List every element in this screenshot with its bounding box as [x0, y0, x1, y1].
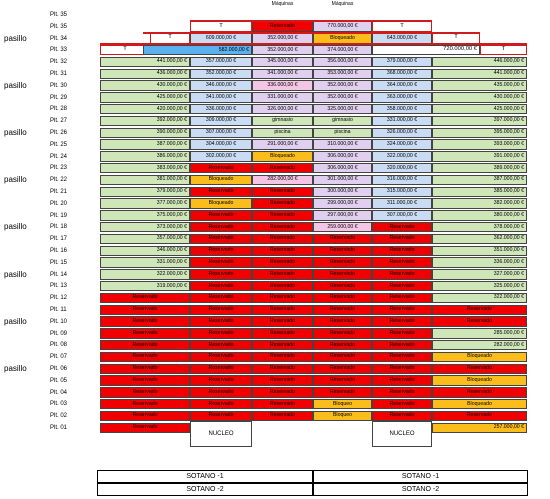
- unit-cell[interactable]: Reservado: [252, 411, 313, 422]
- unit-cell[interactable]: 346.000,00 €: [190, 80, 252, 91]
- unit-cell[interactable]: 319.000,00 €: [100, 281, 190, 292]
- unit-cell[interactable]: Reservado: [313, 246, 372, 257]
- unit-cell[interactable]: 353.000,00 €: [313, 69, 372, 80]
- unit-cell[interactable]: 441.000,00 €: [100, 57, 190, 68]
- unit-cell[interactable]: 307.000,00 €: [372, 210, 432, 221]
- unit-cell[interactable]: 435.000,00 €: [432, 80, 527, 91]
- unit-cell[interactable]: Reservado: [190, 210, 252, 221]
- unit-cell[interactable]: Reservado: [313, 328, 372, 339]
- unit-cell[interactable]: Reservado: [372, 352, 432, 363]
- floor-label: Plt. 14: [50, 271, 68, 278]
- unit-cell[interactable]: Reservado: [252, 293, 313, 304]
- unit-cell[interactable]: T: [100, 45, 150, 56]
- unit-cell[interactable]: Reservado: [252, 328, 313, 339]
- machines-header: Máquinas: [271, 1, 294, 7]
- sotano-cell: SOTANO -1: [313, 470, 528, 483]
- unit-cell[interactable]: piscina: [313, 128, 372, 139]
- floor-label: Plt. 20: [50, 200, 68, 207]
- floor-label: Plt. 31: [50, 71, 68, 77]
- unit-cell[interactable]: Reservado: [100, 293, 190, 304]
- unit-cell[interactable]: Reservado: [190, 387, 252, 398]
- unit-cell[interactable]: Reservado: [190, 246, 252, 257]
- unit-cell[interactable]: Reservado: [100, 352, 190, 363]
- unit-cell[interactable]: Reservado: [313, 352, 372, 363]
- unit-cell[interactable]: Reservado: [190, 222, 252, 233]
- unit-cell[interactable]: Reservado: [432, 305, 527, 316]
- unit-cell[interactable]: Bloqueado: [252, 151, 313, 162]
- unit-cell[interactable]: Reservado: [190, 411, 252, 422]
- pasillo-label: pasillo: [4, 364, 27, 373]
- unit-cell[interactable]: Reservado: [190, 316, 252, 327]
- floor-label: Plt. 27: [50, 118, 68, 125]
- unit-cell[interactable]: Reservado: [252, 387, 313, 398]
- floor-label: Plt. 35: [50, 12, 68, 18]
- unit-cell[interactable]: Bloqueo: [313, 399, 372, 410]
- unit-cell[interactable]: 325.000,00 €: [313, 104, 372, 115]
- unit-cell[interactable]: 309.000,00 €: [190, 116, 252, 127]
- unit-cell[interactable]: Reservado: [372, 328, 432, 339]
- unit-cell[interactable]: Reservado: [372, 269, 432, 280]
- unit-cell[interactable]: Reservado: [372, 399, 432, 410]
- unit-cell[interactable]: Reservado: [313, 281, 372, 292]
- unit-cell[interactable]: Reservado: [372, 305, 432, 316]
- pasillo-label: pasillo: [4, 222, 27, 232]
- unit-cell[interactable]: Reservado: [313, 257, 372, 268]
- unit-cell[interactable]: 291.000,00 €: [252, 139, 313, 150]
- unit-cell[interactable]: Bloqueado: [432, 375, 527, 386]
- pasillo-label: pasillo: [4, 316, 27, 326]
- sotano-cell: SOTANO -1: [97, 470, 313, 483]
- unit-cell[interactable]: Reservado: [313, 316, 372, 327]
- unit-cell[interactable]: 770.000,00 €: [313, 21, 372, 32]
- unit-cell[interactable]: 397.000,00 €: [432, 116, 527, 127]
- unit-cell[interactable]: 351.000,00 €: [432, 246, 527, 257]
- unit-cell[interactable]: Reservado: [190, 305, 252, 316]
- floor-label: Plt. 34: [50, 35, 68, 42]
- unit-cell[interactable]: gimnasio: [252, 116, 313, 127]
- unit-cell[interactable]: 326.000,00 €: [372, 128, 432, 139]
- sotano-cell: SOTANO -2: [97, 483, 313, 496]
- unit-cell[interactable]: 643.000,00 €: [372, 33, 432, 44]
- unit-cell[interactable]: T: [150, 33, 190, 44]
- unit-cell[interactable]: Reservado: [190, 269, 252, 280]
- unit-cell[interactable]: Reservado: [432, 316, 527, 327]
- unit-cell[interactable]: 297.000,00 €: [313, 210, 372, 221]
- unit-cell[interactable]: 379.000,00 €: [372, 57, 432, 68]
- floor-label: Plt. 02: [50, 413, 68, 420]
- unit-cell[interactable]: 322.000,00 €: [432, 293, 527, 304]
- unit-cell[interactable]: Reservado: [372, 387, 432, 398]
- unit-cell[interactable]: Reservado: [252, 163, 313, 174]
- unit-cell[interactable]: 383.000,00 €: [100, 163, 190, 174]
- unit-cell[interactable]: Reservado: [313, 364, 372, 375]
- roof-line: [143, 32, 480, 34]
- unit-cell[interactable]: Bloqueado: [190, 198, 252, 209]
- pasillo-label: pasillo: [4, 33, 27, 43]
- floor-label: Plt. 33: [50, 47, 68, 54]
- floor-label: Plt. 22: [50, 177, 68, 184]
- unit-cell[interactable]: 368.000,00 €: [372, 69, 432, 80]
- floor-label: Plt. 01: [50, 425, 68, 431]
- unit-cell[interactable]: Reservado: [252, 21, 313, 32]
- unit-cell[interactable]: 320.000,00 €: [372, 163, 432, 174]
- unit-cell[interactable]: 380.000,00 €: [432, 210, 527, 221]
- unit-cell[interactable]: Reservado: [432, 387, 527, 398]
- unit-cell[interactable]: Reservado: [190, 187, 252, 198]
- unit-cell[interactable]: Bloqueado: [432, 399, 527, 410]
- unit-cell[interactable]: Reservado: [252, 340, 313, 351]
- unit-cell[interactable]: 375.000,00 €: [100, 210, 190, 221]
- unit-cell[interactable]: 316.000,00 €: [372, 175, 432, 186]
- unit-cell[interactable]: T: [480, 45, 527, 56]
- unit-cell[interactable]: 331.000,00 €: [252, 92, 313, 103]
- unit-cell[interactable]: 341.000,00 €: [252, 69, 313, 80]
- unit-cell[interactable]: 301.000,00 €: [313, 175, 372, 186]
- unit-cell[interactable]: 346.000,00 €: [100, 246, 190, 257]
- unit-cell[interactable]: Reservado: [372, 411, 432, 422]
- unit-cell[interactable]: Reservado: [190, 364, 252, 375]
- unit-cell[interactable]: 299.000,00 €: [313, 198, 372, 209]
- unit-cell[interactable]: Reservado: [252, 305, 313, 316]
- unit-cell[interactable]: 282.000,00 €: [252, 175, 313, 186]
- unit-cell[interactable]: Reservado: [252, 246, 313, 257]
- unit-cell[interactable]: 315.000,00 €: [372, 187, 432, 198]
- unit-cell[interactable]: Reservado: [252, 187, 313, 198]
- unit-cell[interactable]: Reservado: [372, 222, 432, 233]
- unit-cell[interactable]: Reservado: [252, 316, 313, 327]
- unit-cell[interactable]: 720.000,00 €: [372, 45, 480, 56]
- unit-cell[interactable]: 336.000,00 €: [432, 257, 527, 268]
- floor-label: Plt. 16: [50, 248, 68, 254]
- floor-label: Plt. 24: [50, 153, 68, 160]
- unit-cell[interactable]: 389.000,00 €: [432, 163, 527, 174]
- unit-cell[interactable]: Reservado: [100, 340, 190, 351]
- unit-cell[interactable]: Reservado: [252, 210, 313, 221]
- unit-cell[interactable]: Reservado: [100, 305, 190, 316]
- floor-label: Plt. 17: [50, 236, 68, 243]
- unit-cell[interactable]: Reservado: [372, 375, 432, 386]
- unit-cell[interactable]: T: [372, 21, 432, 32]
- unit-cell[interactable]: 322.000,00 €: [100, 269, 190, 280]
- unit-cell[interactable]: 387.000,00 €: [100, 139, 190, 150]
- unit-cell[interactable]: 259.000,00 €: [313, 222, 372, 233]
- unit-cell[interactable]: Bloqueo: [313, 411, 372, 422]
- unit-cell[interactable]: 302.000,00 €: [190, 151, 252, 162]
- unit-cell[interactable]: Reservado: [100, 387, 190, 398]
- unit-cell[interactable]: 385.000,00 €: [432, 187, 527, 198]
- unit-cell[interactable]: Reservado: [190, 234, 252, 245]
- unit-cell[interactable]: 377.000,00 €: [100, 198, 190, 209]
- unit-cell[interactable]: 386.000,00 €: [100, 151, 190, 162]
- floor-label: Plt. 11: [50, 307, 67, 313]
- unit-cell[interactable]: 306.000,00 €: [313, 151, 372, 162]
- unit-cell[interactable]: 391.000,00 €: [432, 151, 527, 162]
- unit-cell[interactable]: 446.000,00 €: [432, 57, 527, 68]
- unit-cell[interactable]: Reservado: [432, 411, 527, 422]
- floor-label: Plt. 07: [50, 354, 68, 361]
- unit-cell[interactable]: Reservado: [190, 352, 252, 363]
- unit-cell[interactable]: Reservado: [252, 198, 313, 209]
- unit-cell[interactable]: 341.000,00 €: [190, 92, 252, 103]
- unit-cell[interactable]: Reservado: [252, 364, 313, 375]
- unit-cell[interactable]: Reservado: [313, 305, 372, 316]
- unit-cell[interactable]: 392.000,00 €: [100, 116, 190, 127]
- floor-label: Plt. 18: [50, 224, 68, 231]
- unit-cell[interactable]: Reservado: [252, 375, 313, 386]
- unit-cell[interactable]: 331.000,00 €: [100, 257, 190, 268]
- unit-cell[interactable]: 582.000,00 €: [143, 45, 252, 56]
- unit-cell[interactable]: Reservado: [372, 364, 432, 375]
- unit-cell[interactable]: 324.000,00 €: [372, 139, 432, 150]
- unit-cell[interactable]: 357.000,00 €: [100, 234, 190, 245]
- unit-cell[interactable]: 373.000,00 €: [100, 222, 190, 233]
- unit-cell[interactable]: 387.000,00 €: [432, 175, 527, 186]
- floor-label: Plt. 10: [50, 318, 68, 325]
- unit-cell[interactable]: Bloqueado: [313, 33, 372, 44]
- unit-cell[interactable]: 357.000,00 €: [190, 57, 252, 68]
- unit-cell[interactable]: 307.000,00 €: [190, 128, 252, 139]
- unit-cell[interactable]: Reservado: [313, 269, 372, 280]
- unit-cell[interactable]: 336.000,00 €: [190, 104, 252, 115]
- unit-cell[interactable]: Reservado: [100, 316, 190, 327]
- unit-cell[interactable]: 609.000,00 €: [190, 33, 252, 44]
- unit-cell[interactable]: Reservado: [100, 375, 190, 386]
- unit-cell[interactable]: 430.000,00 €: [432, 92, 527, 103]
- pasillo-label: pasillo: [4, 128, 27, 137]
- unit-cell[interactable]: T: [190, 21, 252, 32]
- unit-cell[interactable]: Bloqueado: [432, 352, 527, 363]
- unit-cell[interactable]: Reservado: [252, 269, 313, 280]
- unit-cell[interactable]: Reservado: [313, 293, 372, 304]
- unit-cell[interactable]: 390.000,00 €: [100, 128, 190, 139]
- unit-cell[interactable]: 363.000,00 €: [372, 92, 432, 103]
- unit-cell[interactable]: 382.000,00 €: [432, 198, 527, 209]
- floor-label: Plt. 05: [50, 377, 68, 384]
- unit-cell[interactable]: Reservado: [372, 316, 432, 327]
- roof-line: [190, 20, 432, 22]
- unit-cell[interactable]: 285.000,00 €: [432, 328, 527, 339]
- floor-label: Plt. 13: [50, 283, 68, 290]
- unit-cell[interactable]: Reservado: [100, 411, 190, 422]
- floor-label: Plt. 29: [50, 94, 68, 101]
- unit-cell[interactable]: 378.000,00 €: [432, 222, 527, 233]
- floor-label: Plt. 30: [50, 82, 68, 89]
- unit-cell[interactable]: gimnasio: [313, 116, 372, 127]
- unit-cell[interactable]: Reservado: [432, 364, 527, 375]
- unit-cell[interactable]: 425.000,00 €: [432, 104, 527, 115]
- unit-cell[interactable]: 352.000,00 €: [252, 33, 313, 44]
- nucleo-cell: NUCLEO: [190, 421, 252, 447]
- unit-cell[interactable]: 352.000,00 €: [190, 69, 252, 80]
- floor-label: Plt. 26: [50, 130, 68, 136]
- unit-cell[interactable]: piscina: [252, 128, 313, 139]
- unit-cell[interactable]: Reservado: [313, 234, 372, 245]
- nucleo-cell: NUCLEO: [372, 421, 432, 447]
- unit-cell[interactable]: Reservado: [190, 257, 252, 268]
- unit-cell[interactable]: T: [432, 33, 480, 44]
- unit-cell[interactable]: Reservado: [252, 352, 313, 363]
- unit-cell[interactable]: Reservado: [100, 423, 190, 434]
- unit-cell[interactable]: Reservado: [313, 375, 372, 386]
- unit-cell[interactable]: 430.000,00 €: [100, 80, 190, 91]
- unit-cell[interactable]: Reservado: [100, 399, 190, 410]
- floor-label: Plt. 12: [50, 295, 68, 302]
- unit-cell[interactable]: 352.000,00 €: [313, 92, 372, 103]
- unit-cell[interactable]: 304.000,00 €: [190, 139, 252, 150]
- unit-cell[interactable]: 358.000,00 €: [372, 104, 432, 115]
- unit-cell[interactable]: Reservado: [190, 375, 252, 386]
- unit-cell[interactable]: 374.000,00 €: [313, 45, 372, 56]
- unit-cell[interactable]: 345.000,00 €: [252, 57, 313, 68]
- unit-cell[interactable]: 441.000,00 €: [432, 69, 527, 80]
- unit-cell[interactable]: 381.000,00 €: [100, 175, 190, 186]
- floor-label: Plt. 28: [50, 106, 68, 113]
- unit-cell[interactable]: 327.000,00 €: [432, 269, 527, 280]
- unit-cell[interactable]: Reservado: [190, 340, 252, 351]
- unit-cell[interactable]: 362.000,00 €: [432, 234, 527, 245]
- unit-cell[interactable]: Reservado: [190, 293, 252, 304]
- unit-cell[interactable]: 326.000,00 €: [252, 104, 313, 115]
- unit-cell[interactable]: Reservado: [372, 234, 432, 245]
- unit-cell[interactable]: 282.000,00 €: [432, 340, 527, 351]
- unit-cell[interactable]: 306.000,00 €: [313, 163, 372, 174]
- unit-cell[interactable]: Reservado: [100, 328, 190, 339]
- unit-cell[interactable]: 322.000,00 €: [372, 151, 432, 162]
- unit-cell[interactable]: Reservado: [313, 340, 372, 351]
- unit-cell[interactable]: Reservado: [100, 364, 190, 375]
- pasillo-label: pasillo: [4, 175, 27, 185]
- floor-label: Plt. 09: [50, 330, 68, 337]
- unit-cell[interactable]: Reservado: [190, 281, 252, 292]
- pasillo-label: pasillo: [4, 80, 27, 90]
- sotano-cell: SOTANO -2: [313, 483, 528, 496]
- unit-cell[interactable]: 257.000,00 €: [432, 423, 527, 434]
- unit-cell[interactable]: Reservado: [252, 234, 313, 245]
- floor-label: Plt. 19: [50, 212, 68, 219]
- unit-cell[interactable]: 379.000,00 €: [100, 187, 190, 198]
- unit-cell[interactable]: Reservado: [372, 293, 432, 304]
- unit-cell[interactable]: Reservado: [252, 257, 313, 268]
- unit-cell[interactable]: Reservado: [313, 387, 372, 398]
- unit-cell[interactable]: Reservado: [372, 246, 432, 257]
- unit-cell[interactable]: Reservado: [372, 257, 432, 268]
- unit-cell[interactable]: Reservado: [190, 399, 252, 410]
- floor-label: Plt. 04: [50, 389, 68, 396]
- unit-cell[interactable]: Reservado: [372, 281, 432, 292]
- unit-cell[interactable]: 425.000,00 €: [100, 92, 190, 103]
- unit-cell[interactable]: 311.000,00 €: [372, 198, 432, 209]
- floor-label: Plt. 35: [50, 23, 68, 30]
- unit-cell[interactable]: 352.000,00 €: [252, 45, 313, 56]
- unit-cell[interactable]: 300.000,00 €: [313, 187, 372, 198]
- unit-cell[interactable]: 420.000,00 €: [100, 104, 190, 115]
- unit-cell[interactable]: Reservado: [372, 340, 432, 351]
- unit-cell[interactable]: Reservado: [252, 222, 313, 233]
- floor-label: Plt. 25: [50, 141, 68, 148]
- unit-cell[interactable]: Reservado: [190, 163, 252, 174]
- unit-cell[interactable]: 310.000,00 €: [313, 139, 372, 150]
- unit-cell[interactable]: 364.000,00 €: [372, 80, 432, 91]
- unit-cell[interactable]: Bloqueado: [190, 175, 252, 186]
- floor-label: Plt. 21: [50, 189, 68, 195]
- floor-label: Plt. 32: [50, 59, 68, 66]
- floor-label: Plt. 03: [50, 401, 68, 408]
- unit-cell[interactable]: 325.000,00 €: [432, 281, 527, 292]
- unit-cell[interactable]: 436.000,00 €: [100, 69, 190, 80]
- machines-header: Máquinas: [331, 1, 354, 7]
- unit-cell[interactable]: 356.000,00 €: [313, 57, 372, 68]
- floor-label: Plt. 08: [50, 342, 68, 349]
- unit-cell[interactable]: Reservado: [252, 281, 313, 292]
- roof-line: [100, 43, 527, 45]
- floor-label: Plt. 15: [50, 259, 68, 266]
- floor-label: Plt. 23: [50, 165, 68, 172]
- unit-cell[interactable]: 352.000,00 €: [313, 80, 372, 91]
- unit-cell[interactable]: 336.000,00 €: [252, 80, 313, 91]
- unit-cell[interactable]: Reservado: [252, 399, 313, 410]
- floor-label: Plt. 06: [50, 366, 68, 372]
- unit-cell[interactable]: Reservado: [190, 328, 252, 339]
- unit-cell[interactable]: 331.000,00 €: [372, 116, 432, 127]
- unit-cell[interactable]: 393.000,00 €: [432, 139, 527, 150]
- unit-cell[interactable]: 395.000,00 €: [432, 128, 527, 139]
- pasillo-label: pasillo: [4, 269, 27, 279]
